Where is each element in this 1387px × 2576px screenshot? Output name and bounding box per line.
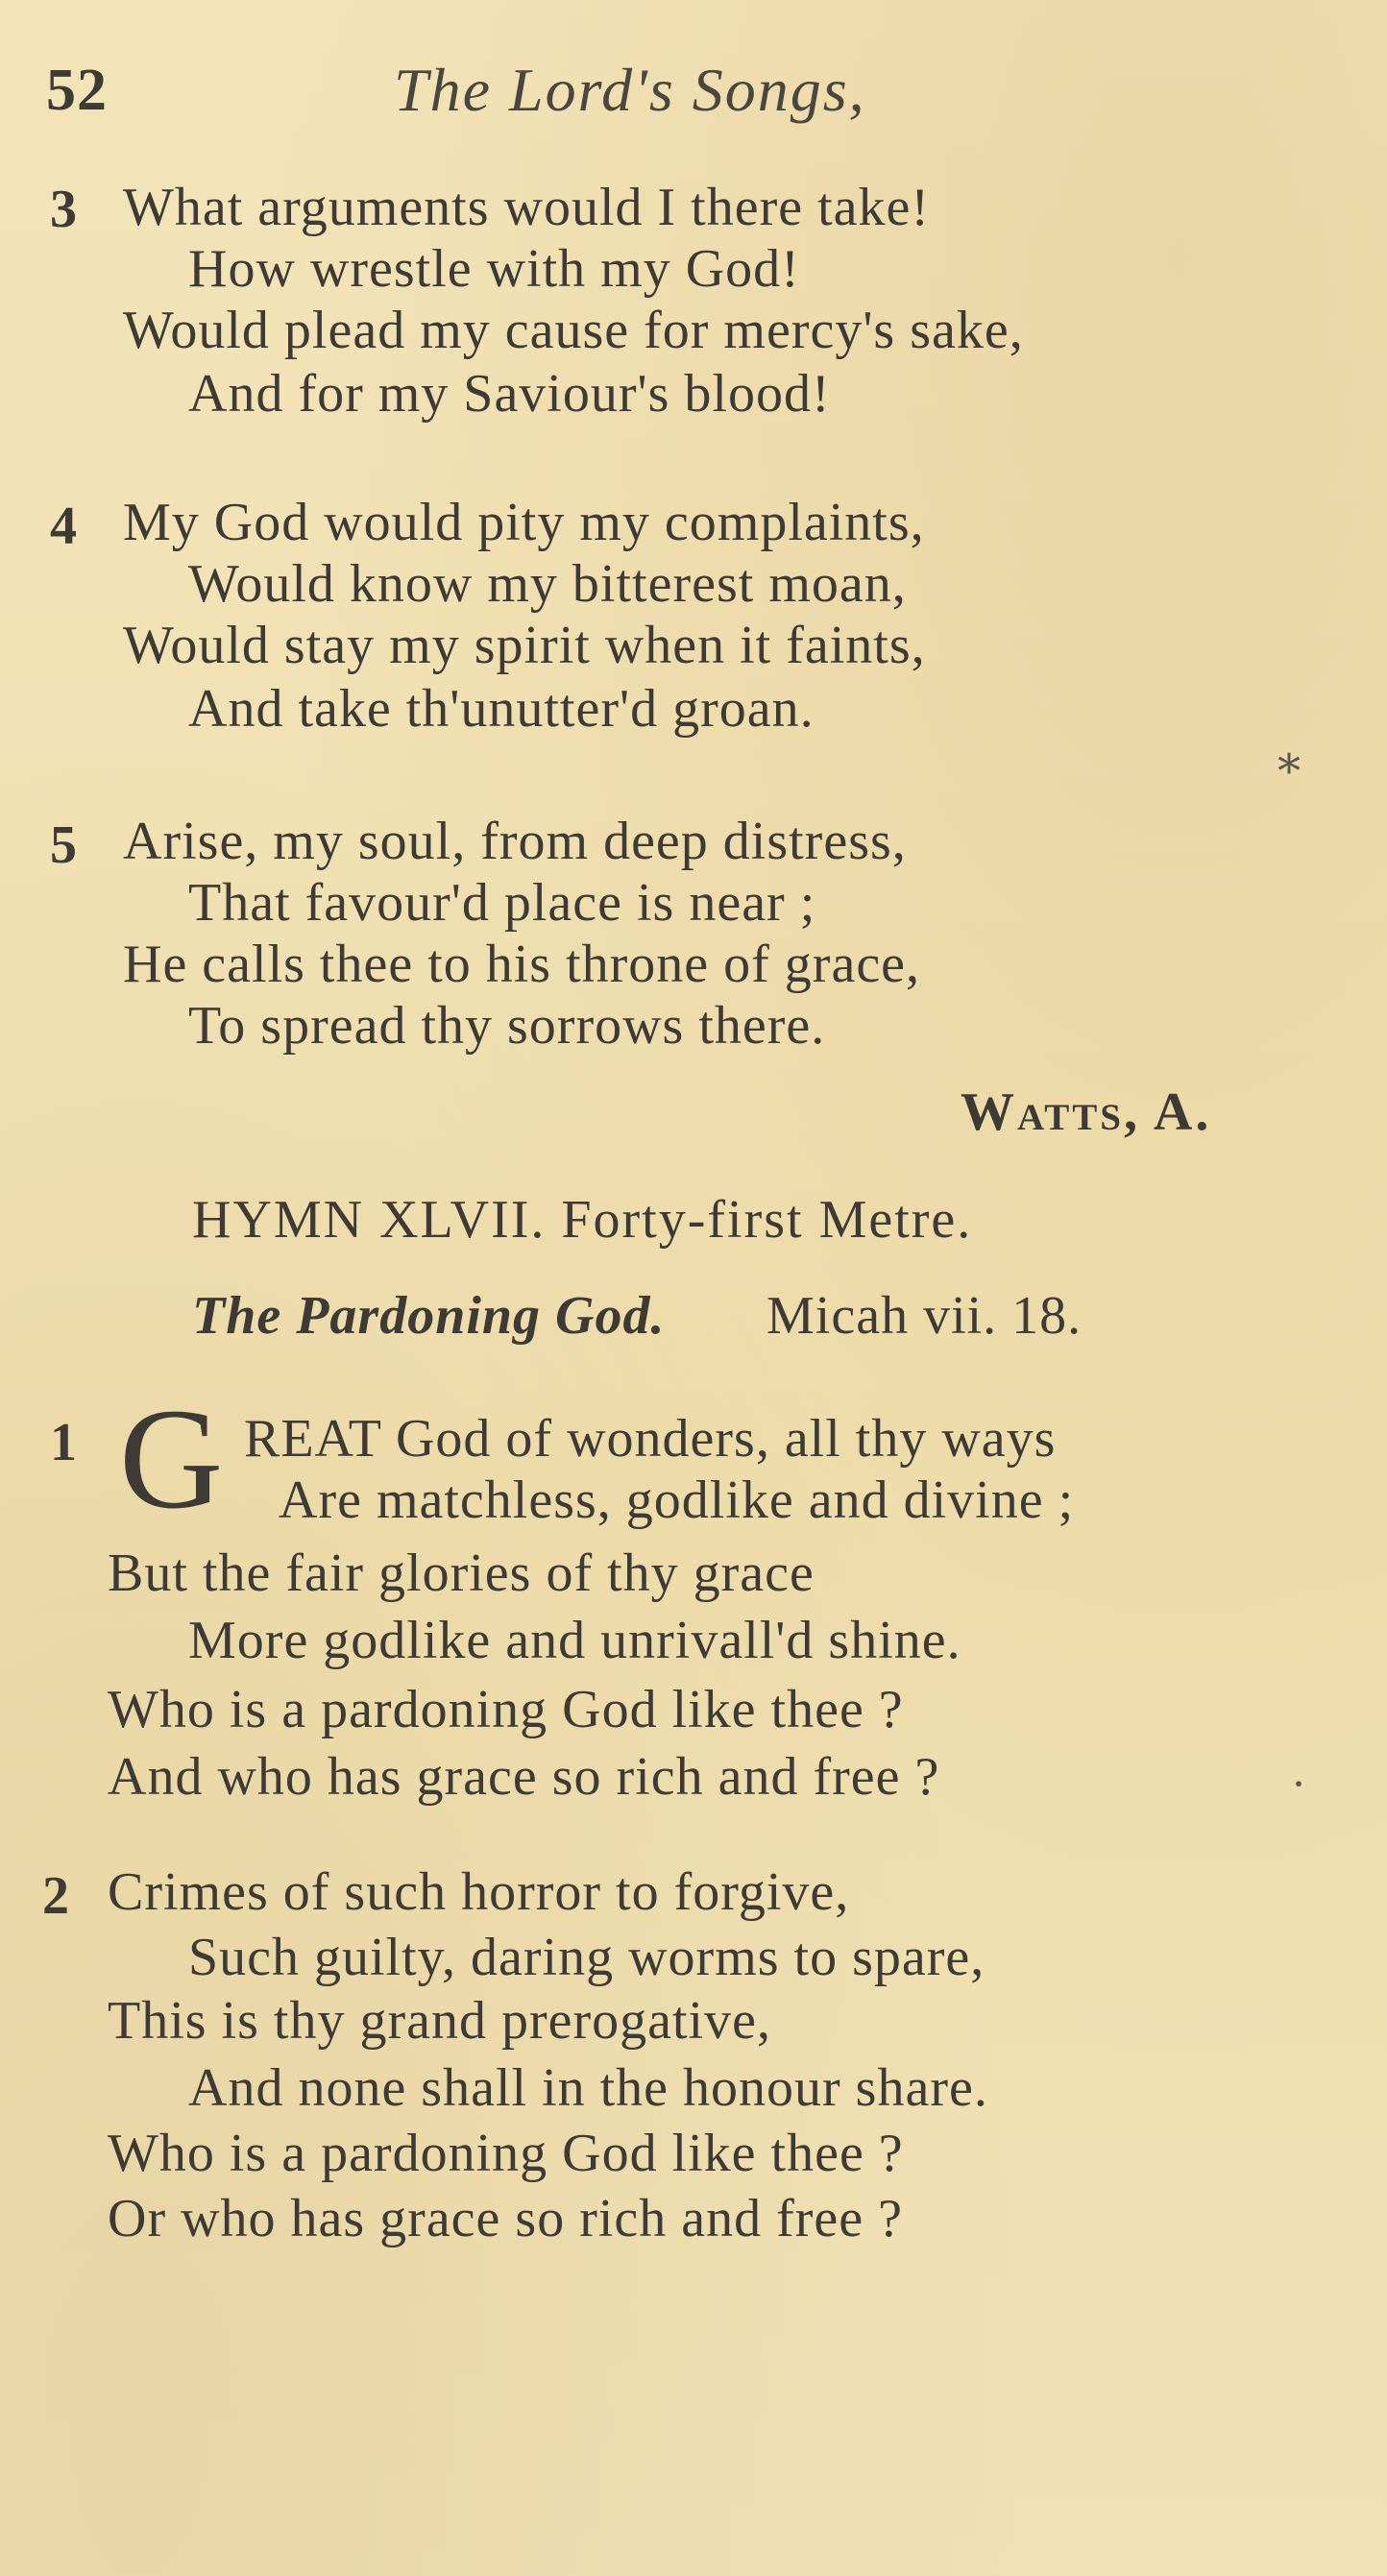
running-title: The Lord's Songs, [394,56,866,124]
verse-line: To spread thy sorrows there. [188,996,826,1056]
verse-line: Who is a pardoning God like thee ? [108,1680,904,1739]
verse-line: And none shall in the honour share. [188,2058,988,2118]
hymn-scripture-reference: Micah vii. 18. [766,1286,1083,1346]
verse-line: But the fair glories of thy grace [108,1543,815,1603]
verse-line: Crimes of such horror to forgive, [108,1862,850,1922]
verse-line: And who has grace so rich and free ? [108,1747,940,1807]
hymn-subtitle-title: The Pardoning God. [192,1286,666,1346]
verse-line: Would plead my cause for mercy's sake, [123,301,1024,360]
stanza-number: 5 [50,815,78,875]
verse-line: And take th'unutter'd groan. [188,679,815,739]
page-number: 52 [46,58,108,123]
verse-line: Arise, my soul, from deep distress, [123,812,907,871]
verse-line: Would stay my spirit when it faints, [123,616,926,675]
stanza-number: 1 [50,1413,78,1472]
verse-line: That favour'd place is near ; [188,873,816,933]
verse-line: Would know my bitterest moan, [188,554,907,614]
verse-line: He calls thee to his throne of grace, [123,935,921,994]
stray-mark: · [1291,1759,1306,1810]
drop-cap: G [119,1379,224,1539]
hymn-heading: HYMN XLVII. Forty-first Metre. [192,1190,973,1250]
verse-line: This is thy grand prerogative, [108,1991,771,2051]
verse-line: Such guilty, daring worms to spare, [188,1928,986,1987]
stanza-number: 2 [42,1866,70,1926]
verse-line: Or who has grace so rich and free ? [108,2189,903,2248]
stray-mark: ⁎ [1278,732,1301,783]
verse-line: My God would pity my complaints, [123,493,925,552]
stanza-number: 3 [50,180,78,239]
hymn-attribution: Watts, A. [961,1082,1212,1142]
stanza-number: 4 [50,497,78,556]
verse-line: More godlike and unrivall'd shine. [188,1611,961,1670]
verse-line: REAT God of wonders, all thy ways [244,1409,1057,1469]
verse-line: And for my Saviour's blood! [188,364,831,424]
verse-line: Are matchless, godlike and divine ; [279,1470,1075,1530]
verse-line: What arguments would I there take! [123,178,931,237]
verse-line: How wrestle with my God! [188,239,800,299]
verse-line: Who is a pardoning God like thee ? [108,2124,904,2183]
